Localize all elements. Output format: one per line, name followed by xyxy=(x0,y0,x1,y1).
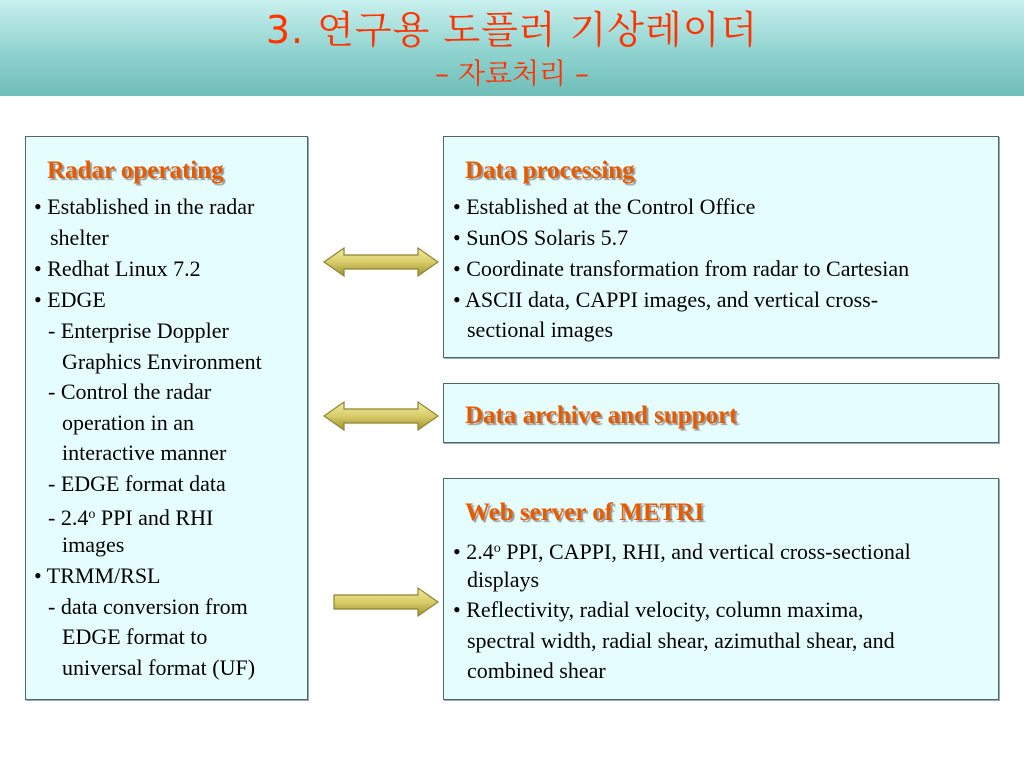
list-item: • ASCII data, CAPPI images, and vertical cross- xyxy=(453,287,879,312)
list-item: - data conversion from xyxy=(48,594,248,619)
slide-title: 3. 연구용 도플러 기상레이더 xyxy=(265,8,759,52)
list-item: images xyxy=(62,532,125,557)
list-item: • EDGE xyxy=(34,287,106,312)
list-item: spectral width, radial shear, azimuthal shear, and xyxy=(467,628,895,653)
list-item: • SunOS Solaris 5.7 xyxy=(453,225,629,250)
list-item xyxy=(453,534,911,567)
list-item: combined shear xyxy=(467,658,606,683)
list-item: Graphics Environment xyxy=(62,349,262,374)
data-processing-box xyxy=(443,136,999,358)
list-item: - Control the radar xyxy=(48,379,212,404)
web-server-box xyxy=(443,478,999,700)
list-item: • Established at the Control Office xyxy=(453,194,756,219)
ppi-prefix: - 2.4 xyxy=(48,505,89,530)
list-item: • Established in the radar xyxy=(34,194,255,219)
web-server-title: Web server of METRI xyxy=(465,499,705,526)
degree-symbol: o xyxy=(88,507,96,522)
list-item: interactive manner xyxy=(62,440,227,465)
list-item: • Reflectivity, radial velocity, column maxima, xyxy=(453,597,864,622)
data-archive-title: Data archive and support xyxy=(465,402,738,429)
radar-operating-box xyxy=(25,136,308,700)
list-item: • Redhat Linux 7.2 xyxy=(34,256,201,281)
list-item: operation in an xyxy=(62,410,194,435)
data-archive-box xyxy=(443,383,999,443)
list-item: shelter xyxy=(50,225,109,250)
degree-symbol: o xyxy=(493,541,501,556)
list-item: - Enterprise Doppler xyxy=(48,318,229,343)
double-arrow-icon xyxy=(322,400,440,432)
list-item: EDGE format to xyxy=(62,624,208,649)
web-line-prefix: • 2.4 xyxy=(453,539,494,564)
list-item: • Coordinate transformation from radar to Cartesian xyxy=(453,256,910,281)
list-item: • TRMM/RSL xyxy=(34,563,161,588)
web-line-suffix: PPI, CAPPI, RHI, and vertical cross-sectional xyxy=(500,539,911,564)
data-processing-title: Data processing xyxy=(465,157,635,184)
right-arrow-icon xyxy=(332,586,440,618)
radar-operating-title: Radar operating xyxy=(47,157,224,184)
slide-subtitle: – 자료처리 – xyxy=(435,57,589,90)
list-item: - EDGE format data xyxy=(48,471,226,496)
list-item: displays xyxy=(467,567,540,592)
ppi-suffix: PPI and RHI xyxy=(95,505,214,530)
list-item: sectional images xyxy=(467,317,614,342)
list-item xyxy=(48,500,213,533)
double-arrow-icon xyxy=(322,246,440,278)
title-banner xyxy=(0,0,1024,96)
list-item: universal format (UF) xyxy=(62,655,256,680)
